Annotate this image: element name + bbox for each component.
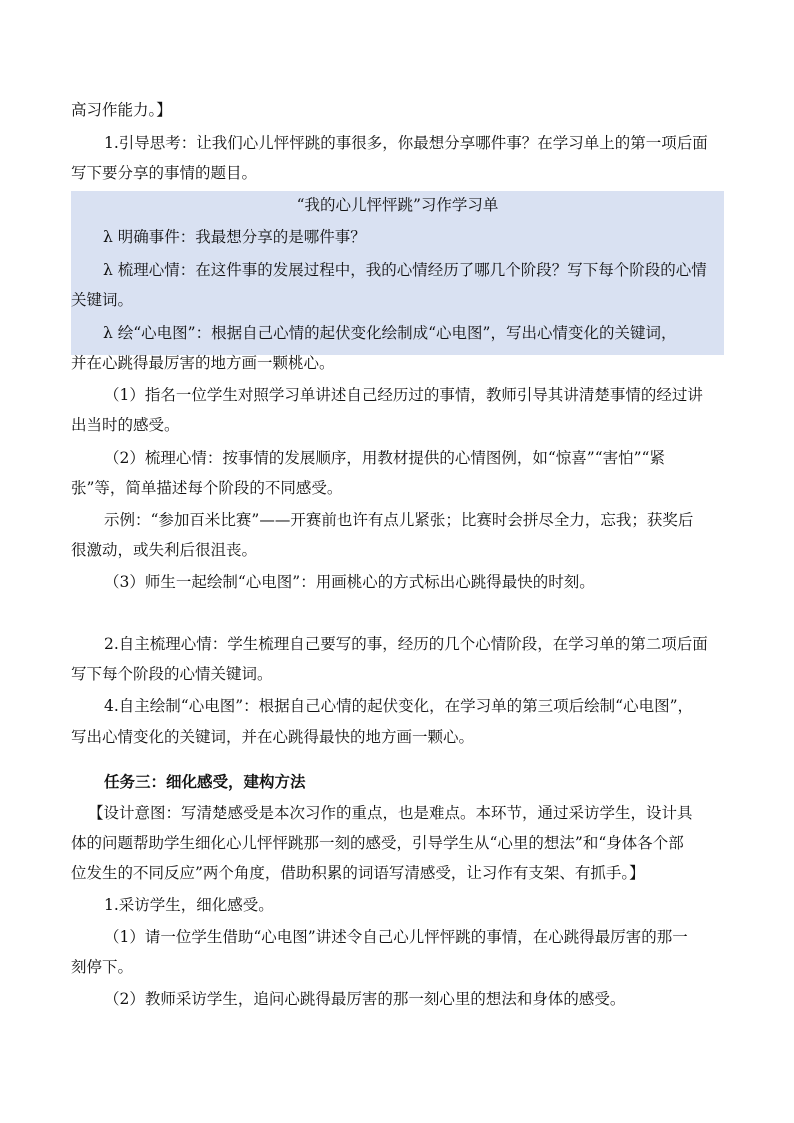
worksheet-item: λ 绘“心电图”：根据自己心情的起伏变化绘制成“心电图”，写出心情变化的关键词， [103, 324, 677, 342]
text-line: 刻停下。 [71, 958, 134, 976]
text-line: 2.自主梳理心情：学生梳理自己要写的事，经历的几个心情阶段，在学习单的第二项后面 [104, 635, 708, 653]
worksheet-title: “我的心儿怦怦跳”习作学习单 [296, 196, 499, 214]
text-line: 张”等，简单描述每个阶段的不同感受。 [71, 479, 343, 497]
worksheet-item-continued: 并在心跳得最厉害的地方画一颗桃心。 [71, 354, 335, 372]
text-line: 【设计意图：写清楚感受是本次习作的重点，也是难点。本环节，通过采访学生，设计具 [88, 804, 693, 822]
text-line: 4.自主绘制“心电图”：根据自己心情的起伏变化，在学习单的第三项后绘制“心电图”， [104, 697, 693, 715]
text-line: 位发生的不同反应”两个角度，借助积累的词语写清感受，让习作有支架、有抓手。】 [71, 864, 645, 882]
text-line: 写出心情变化的关键词，并在心跳得最快的地方画一颗心。 [71, 728, 475, 746]
text-line: 1.采访学生，细化感受。 [104, 896, 274, 914]
section-heading: 任务三：细化感受，建构方法 [104, 772, 306, 791]
text-line: （3）师生一起绘制“心电图”：用画桃心的方式标出心跳得最快的时刻。 [104, 573, 595, 591]
worksheet-item: λ 明确事件：我最想分享的是哪件事？ [103, 228, 366, 246]
text-line: 体的问题帮助学生细化心儿怦怦跳那一刻的感受，引导学生从“心里的想法”和“身体各个部 [71, 834, 684, 852]
text-line: （2）梳理心情：按事情的发展顺序，用教材提供的心情图例，如“惊喜”“害怕”“紧 [104, 449, 665, 467]
text-line: 1.引导思考：让我们心儿怦怦跳的事很多，你最想分享哪件事？在学习单上的第一项后面 [104, 134, 708, 152]
text-line: （1）指名一位学生对照学习单讲述自己经历过的事情，教师引导其讲清楚事情的经过讲 [104, 386, 703, 404]
text-line: 写下要分享的事情的题目。 [71, 164, 258, 182]
text-line: 写下每个阶段的心情关键词。 [71, 665, 273, 683]
worksheet-item-continued: 关键词。 [71, 291, 134, 309]
text-line: 示例：“参加百米比赛”——开赛前也许有点儿紧张；比赛时会拼尽全力，忘我；获奖后 [104, 511, 694, 529]
text-line: 出当时的感受。 [71, 416, 180, 434]
text-line: （1）请一位学生借助“心电图”讲述令自己心儿怦怦跳的事情，在心跳得最厉害的那一 [104, 928, 688, 946]
text-line: 很激动，或失利后很沮丧。 [71, 541, 258, 559]
text-line: 高习作能力。】 [71, 101, 172, 119]
text-line: （2）教师采访学生，追问心跳得最厉害的那一刻心里的想法和身体的感受。 [104, 990, 626, 1008]
worksheet-item: λ 梳理心情：在这件事的发展过程中，我的心情经历了哪几个阶段？写下每个阶段的心情 [103, 261, 707, 279]
